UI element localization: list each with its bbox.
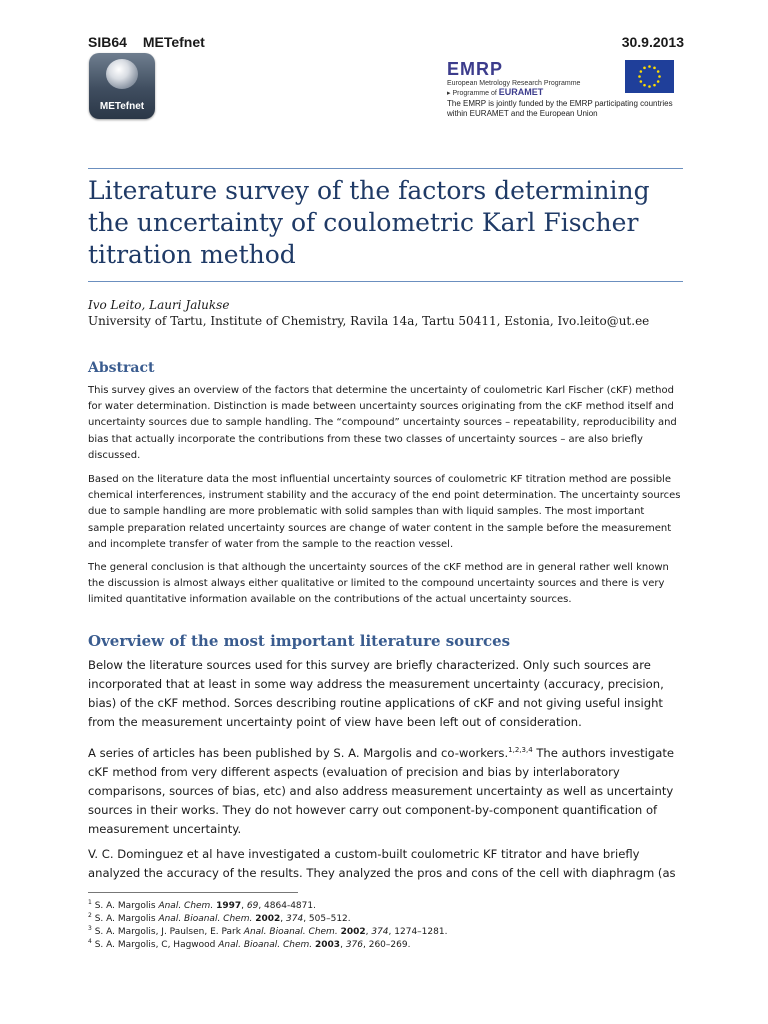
- footnote-refs: 1,2,3,4: [508, 746, 533, 754]
- footnote-year: 2002: [340, 927, 366, 937]
- title-top-rule: [88, 168, 683, 169]
- funding-note: [447, 99, 687, 119]
- title-line-3: titration method: [88, 240, 296, 269]
- footnote-authors: S. A. Margolis: [91, 914, 159, 924]
- emrp-programme-prefix: ▸ Programme of: [447, 90, 499, 97]
- footnote-volume: 69: [246, 901, 259, 911]
- page-title: [88, 175, 688, 271]
- footnote-journal: Anal. Chem.: [158, 901, 214, 911]
- footnote-2: $^2$ S. A. Margolis Anal. Bioanal. Chem. 2002, 374, 505–512.: [88, 912, 351, 924]
- eu-flag-icon: [625, 60, 674, 93]
- document-header: [88, 34, 217, 50]
- footnote-journal: Anal. Bioanal. Chem.: [243, 927, 338, 937]
- eu-star: [648, 65, 651, 68]
- footnote-pages: , 260–269.: [363, 940, 411, 950]
- logo-coin-icon: [106, 59, 138, 89]
- overview-paragraph-2-end: The authors investigate cKF method from very different aspects (evaluation of precision and bias by interlaboratory comparisons, sources of bias, etc) and also address measurement uncertainty as well as uncertainty sources in their works. They do not however carry out component-by-component quantification of measurement uncertainty.: [88, 745, 675, 836]
- overview-paragraph-2: [88, 741, 682, 839]
- project-name: METefnet: [142, 34, 205, 50]
- eu-star: [643, 84, 646, 87]
- footnote-journal: Anal. Bioanal. Chem.: [218, 940, 313, 950]
- emrp-subtitle: European Metrology Research Programme: [447, 80, 581, 87]
- footnote-pages: , 505–512.: [303, 914, 351, 924]
- footnote-pages: , 4864-4871.: [258, 901, 316, 911]
- eu-star: [638, 75, 641, 78]
- footnote-separator: [88, 892, 298, 893]
- project-code: SIB64: [88, 34, 127, 50]
- overview-paragraph-3: V. C. Dominguez et al have investigated a custom-built coulometric KF titrator and have briefly analyzed the accuracy of the results. They analyzed the pros and cons of the cell with diaphragm (as: [88, 847, 676, 880]
- eu-star: [653, 84, 656, 87]
- footnote-volume: 374: [371, 927, 389, 937]
- metefnet-logo-text: METefnet: [99, 101, 145, 112]
- eu-star: [657, 80, 660, 83]
- abstract-paragraph-1: This survey gives an overview of the factors that determine the uncertainty of coulometric Karl Fischer (cKF) method for water determination. Distinction is made between uncertainty sources originating from the cKF method itself and uncertainty sources due to sample handling. The “compound” uncertainty sources – repeatability, reproducibility and bias that actually incorporate the contributions from these two classes of uncertainty sources – are also briefly discussed.: [88, 385, 677, 461]
- abstract-heading: Abstract: [88, 360, 155, 376]
- footnote-volume: 376: [345, 940, 363, 950]
- eu-star: [643, 67, 646, 70]
- footnote-number: 4: [88, 938, 92, 945]
- footnote-authors: S. A. Margolis, C, Hagwood: [91, 940, 219, 950]
- eu-star: [653, 67, 656, 70]
- eu-star: [657, 70, 660, 73]
- title-bottom-rule: [88, 281, 683, 282]
- abstract-paragraph-2: Based on the literature data the most influential uncertainty sources of coulometric KF titration method are possible chemical interferences, instrument stability and the accuracy of the end point determination. The uncertainty sources due to sample handling are more problematic with solid samples than with liquid samples. The most important sample preparation related uncertainty sources are change of water content in the sample before the measurement and incomplete transfer of water from the sample to the reaction vessel.: [88, 474, 681, 550]
- overview-heading: Overview of the most important literature sources: [88, 632, 511, 650]
- eu-stars-icon: [625, 60, 674, 93]
- overview-paragraph-1: Below the literature sources used for this survey are briefly characterized. Only such sources are incorporated that at least in some way address the measurement uncertainty (accuracy, precision, bias) of the cKF method. Sorces describing routine applications of cKF and not giving useful insight from the measurement uncertainty point of view have been left out of consideration.: [88, 658, 664, 729]
- emrp-wordmark: EMRP: [447, 59, 504, 79]
- footnote-1: $^1$ S. A. Margolis Anal. Chem. 1997, 69, 4864-4871.: [88, 899, 316, 911]
- document-date: 30.9.2013: [621, 34, 684, 50]
- footnote-pages: , 1274–1281.: [388, 927, 448, 937]
- footnote-year: 2003: [315, 940, 341, 950]
- metefnet-logo: [89, 53, 155, 119]
- authors: Ivo Leito, Lauri Jalukse: [88, 298, 230, 312]
- footnote-authors: S. A. Margolis, J. Paulsen, E. Park: [91, 927, 244, 937]
- footnote-year: 1997: [216, 901, 242, 911]
- eu-star: [640, 70, 643, 73]
- title-line-1: Literature survey of the factors determining: [88, 176, 650, 205]
- footnote-3: $^3$ S. A. Margolis, J. Paulsen, E. Park Anal. Bioanal. Chem. 2002, 374, 1274–1281.: [88, 925, 448, 937]
- footnote-number: 2: [88, 912, 92, 919]
- footnote-journal: Anal. Bioanal. Chem.: [158, 914, 253, 924]
- eu-star: [658, 75, 661, 78]
- eu-star: [640, 80, 643, 83]
- title-line-2: the uncertainty of coulometric Karl Fischer: [88, 208, 639, 237]
- overview-paragraph-2-start: A series of articles has been published by S. A. Margolis and co-workers.: [88, 745, 509, 760]
- footnote-number: 1: [88, 899, 92, 906]
- footnote-volume: 374: [286, 914, 304, 924]
- footnote-authors: S. A. Margolis: [91, 901, 159, 911]
- abstract-paragraph-3: The general conclusion is that although the uncertainty sources of the cKF method are in general rather well known the discussion is almost always either qualitative or limited to the compound uncertainty sources and there is very limited quantitative information available on the contributions of the actual uncertainty sources.: [88, 562, 669, 606]
- funding-note-line2: within EURAMET and the European Union: [447, 109, 598, 118]
- funding-note-line1: The EMRP is jointly funded by the EMRP participating countries: [447, 99, 673, 108]
- euramet-brand: EURAMET: [498, 87, 544, 97]
- footnote-number: 3: [88, 925, 92, 932]
- affiliation: University of Tartu, Institute of Chemistry, Ravila 14a, Tartu 50411, Estonia, Ivo.leito@ut.ee: [88, 314, 650, 328]
- footnote-year: 2002: [255, 914, 281, 924]
- footnote-4: $^4$ S. A. Margolis, C, Hagwood Anal. Bioanal. Chem. 2003, 376, 260–269.: [88, 938, 411, 950]
- eu-star: [648, 85, 651, 88]
